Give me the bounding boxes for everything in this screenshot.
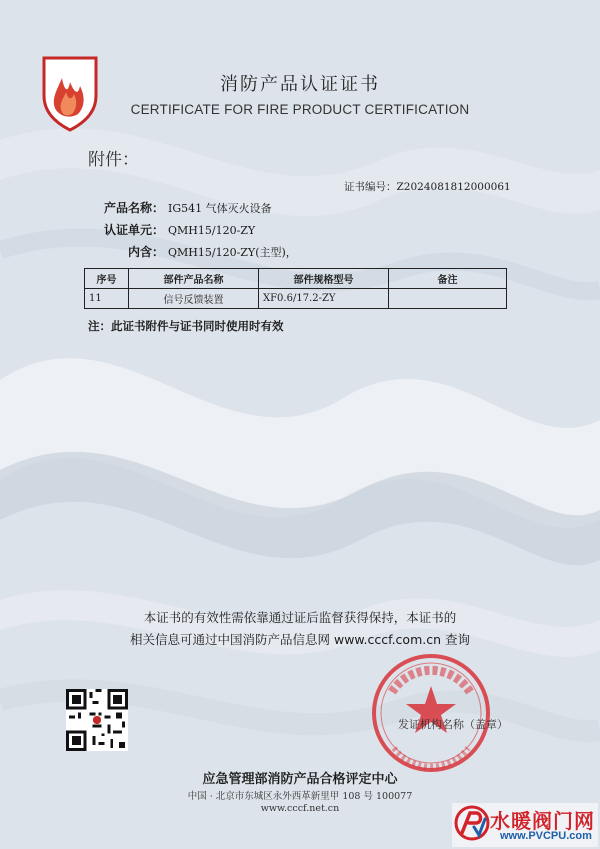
organization-website: www.cccf.net.cn — [260, 803, 340, 814]
watermark-site-name: 水暖阀门网 — [490, 809, 595, 833]
product-name-value: IG541 气体灭火设备 — [168, 202, 272, 215]
includes-value: QMH15/120-ZY(主型)， — [168, 246, 297, 259]
certificate-title-en: CERTIFICATE FOR FIRE PRODUCT CERTIFICATION — [130, 102, 470, 117]
cert-unit-row — [88, 221, 255, 238]
includes-label: 内含： — [127, 245, 164, 259]
product-name-row — [88, 199, 272, 216]
cell-remark — [389, 289, 507, 309]
col-header-part-model: 部件规格型号 — [259, 269, 389, 289]
official-red-seal-icon — [370, 652, 492, 774]
attachment-label: 附件： — [88, 150, 139, 170]
validity-line-2: 相关信息可通过中国消防产品信息网 www.cccf.com.cn 查询 — [130, 632, 470, 647]
validity-line-1: 本证书的有效性需依靠通过证后监督获得保持，本证书的 — [143, 610, 457, 625]
certificate-number: 证书编号：Z2024081812000061 — [344, 181, 511, 193]
cert-unit-label: 认证单元： — [103, 223, 164, 237]
attachment-note: 注：此证书附件与证书同时使用时有效 — [88, 319, 284, 333]
pv-logo-icon — [454, 805, 490, 841]
cert-unit-value: QMH15/120-ZY — [168, 224, 256, 237]
cell-index: 11 — [85, 289, 129, 309]
table-header-row — [85, 269, 507, 289]
cell-part-model: XF0.6/17.2-ZY — [259, 289, 389, 309]
parts-table — [84, 268, 507, 309]
includes-row — [88, 243, 297, 260]
organization-address: 中国 · 北京市东城区永外西革新里甲 108 号 100077 — [187, 791, 413, 802]
issuer-name-label: 发证机构名称（盖章） — [398, 718, 508, 731]
issuing-organization: 应急管理部消防产品合格评定中心 — [202, 772, 398, 787]
col-header-part-name: 部件产品名称 — [129, 269, 259, 289]
table-row — [85, 289, 507, 309]
product-name-label: 产品名称： — [103, 201, 164, 215]
qr-code-icon — [66, 689, 128, 751]
cell-part-name: 信号反馈装置 — [129, 289, 259, 309]
col-header-remark: 备注 — [389, 269, 507, 289]
watermark-site-url: www.PVCPU.com — [500, 830, 592, 842]
col-header-index: 序号 — [85, 269, 129, 289]
certificate-title-zh: 消防产品认证证书 — [220, 74, 380, 95]
